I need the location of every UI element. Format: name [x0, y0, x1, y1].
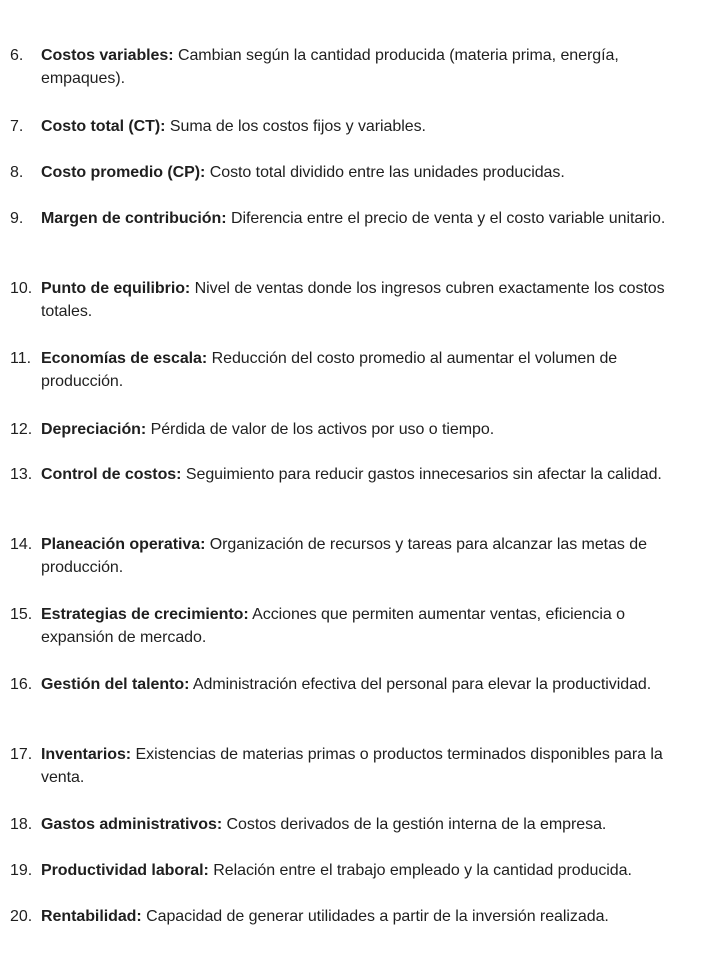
item-definition: Relación entre el trabajo empleado y la cantidad producida. — [213, 862, 632, 879]
glossary-item — [10, 533, 698, 579]
glossary-item — [10, 347, 698, 393]
item-text — [41, 905, 698, 928]
item-term: Depreciación: — [41, 421, 147, 438]
item-number: 12. — [10, 421, 33, 438]
item-definition: Acciones que permiten aumentar ventas, eficiencia o expansión de mercado. — [41, 606, 625, 646]
glossary-item — [10, 859, 698, 882]
item-number: 13. — [10, 466, 33, 483]
item-term: Estrategias de crecimiento: — [41, 606, 249, 623]
glossary-item — [10, 418, 698, 441]
item-definition: Organización de recursos y tareas para alcanzar las metas de producción. — [41, 536, 647, 576]
item-text — [41, 859, 698, 882]
item-term: Costo total (CT): — [41, 118, 166, 135]
item-text — [41, 277, 698, 323]
item-definition: Suma de los costos fijos y variables. — [169, 118, 426, 135]
item-definition: Costos derivados de la gestión interna de la empresa. — [226, 816, 607, 833]
item-number: 9. — [10, 210, 24, 227]
item-term: Costos variables: — [41, 47, 174, 64]
item-number: 6. — [10, 47, 24, 64]
item-number: 8. — [10, 164, 24, 181]
item-text — [41, 603, 698, 649]
item-text — [41, 418, 698, 441]
glossary-item — [10, 463, 698, 486]
item-text — [41, 44, 698, 90]
glossary-item — [10, 161, 698, 184]
item-number: 7. — [10, 118, 24, 135]
item-term: Gastos administrativos: — [41, 816, 223, 833]
item-text — [41, 115, 698, 138]
glossary-item — [10, 743, 698, 789]
item-number: 16. — [10, 676, 33, 693]
item-term: Productividad laboral: — [41, 862, 209, 879]
item-term: Costo promedio (CP): — [41, 164, 206, 181]
glossary-item — [10, 813, 698, 836]
item-definition: Reducción del costo promedio al aumentar el volumen de producción. — [41, 350, 618, 390]
item-term: Gestión del talento: — [41, 676, 190, 693]
item-definition: Existencias de materias primas o productos terminados disponibles para la venta. — [41, 746, 663, 786]
item-text — [41, 533, 698, 579]
item-term: Control de costos: — [41, 466, 182, 483]
item-number: 15. — [10, 606, 33, 623]
item-text — [41, 207, 698, 230]
item-number: 11. — [10, 350, 32, 367]
item-term: Rentabilidad: — [41, 908, 142, 925]
item-text — [41, 743, 698, 789]
item-number: 18. — [10, 816, 33, 833]
glossary-item — [10, 673, 698, 696]
glossary-item — [10, 603, 698, 649]
item-term: Economías de escala: — [41, 350, 208, 367]
item-definition: Diferencia entre el precio de venta y el costo variable unitario. — [230, 210, 666, 227]
glossary-item — [10, 207, 698, 230]
item-definition: Seguimiento para reducir gastos innecesarios sin afectar la calidad. — [185, 466, 662, 483]
item-text — [41, 463, 698, 486]
item-term: Margen de contribución: — [41, 210, 227, 227]
glossary-item — [10, 44, 698, 90]
item-term: Punto de equilibrio: — [41, 280, 191, 297]
glossary-item — [10, 905, 698, 928]
item-text — [41, 673, 698, 696]
glossary-item — [10, 277, 698, 323]
item-number: 14. — [10, 536, 33, 553]
item-definition: Pérdida de valor de los activos por uso o tiempo. — [150, 421, 495, 438]
item-text — [41, 813, 698, 836]
item-definition: Nivel de ventas donde los ingresos cubren exactamente los costos totales. — [41, 280, 665, 320]
item-term: Inventarios: — [41, 746, 132, 763]
item-definition: Costo total dividido entre las unidades producidas. — [209, 164, 565, 181]
item-number: 10. — [10, 280, 33, 297]
item-number: 20. — [10, 908, 33, 925]
item-definition: Capacidad de generar utilidades a partir de la inversión realizada. — [146, 908, 609, 925]
item-text — [41, 347, 698, 393]
glossary-item — [10, 115, 698, 138]
item-text — [41, 161, 698, 184]
item-definition: Administración efectiva del personal para elevar la productividad. — [192, 676, 652, 693]
item-term: Planeación operativa: — [41, 536, 206, 553]
item-definition: Cambian según la cantidad producida (materia prima, energía, empaques). — [41, 47, 619, 87]
item-number: 19. — [10, 862, 33, 879]
item-number: 17. — [10, 746, 33, 763]
